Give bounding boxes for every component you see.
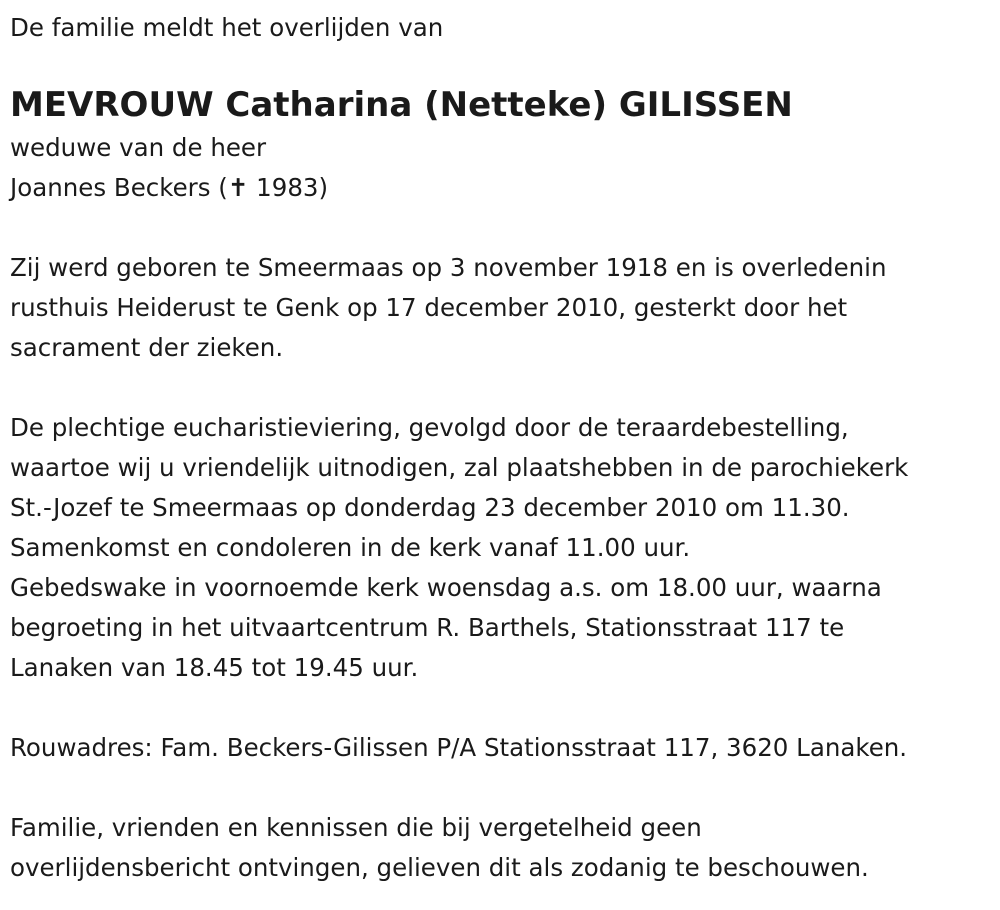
paragraph-line: St.-Jozef te Smeermaas op donderdag 23 december 2010 om 11.30.	[10, 493, 850, 522]
ceremony-paragraph	[10, 408, 985, 688]
spacer	[10, 208, 985, 248]
paragraph-line: Zij werd geboren te Smeermaas op 3 november 1918 en is overledenin	[10, 253, 887, 282]
spacer	[10, 768, 985, 808]
paragraph-line: Samenkomst en condoleren in de kerk vanaf 11.00 uur.	[10, 533, 691, 562]
mourning-address: Rouwadres: Fam. Beckers-Gilissen P/A Stationsstraat 117, 3620 Lanaken.	[10, 733, 908, 762]
paragraph-line: begroeting in het uitvaartcentrum R. Barthels, Stationsstraat 117 te	[10, 613, 845, 642]
closing-paragraph	[10, 808, 985, 888]
paragraph-line: overlijdensbericht ontvingen, gelieven dit als zodanig te beschouwen.	[10, 853, 869, 882]
widow-paragraph	[10, 128, 985, 208]
spacer	[10, 688, 985, 728]
paragraph-line: Gebedswake in voornoemde kerk woensdag a.s. om 18.00 uur, waarna	[10, 573, 882, 602]
paragraph-line: sacrament der zieken.	[10, 333, 284, 362]
spouse-line: Joannes Beckers (✝ 1983)	[10, 173, 329, 202]
paragraph-line: De plechtige eucharistieviering, gevolgd door de teraardebestelling,	[10, 413, 849, 442]
birth-death-paragraph	[10, 248, 985, 368]
spacer	[10, 368, 985, 408]
paragraph-line: waartoe wij u vriendelijk uitnodigen, zal plaatshebben in de parochiekerk	[10, 453, 909, 482]
intro-text: De familie meldt het overlijden van	[10, 13, 444, 42]
spacer	[10, 48, 985, 82]
paragraph-line: Familie, vrienden en kennissen die bij vergetelheid geen	[10, 813, 702, 842]
paragraph-line: rusthuis Heiderust te Genk op 17 december 2010, gesterkt door het	[10, 293, 848, 322]
paragraph-line: Lanaken van 18.45 tot 19.45 uur.	[10, 653, 419, 682]
widow-line: weduwe van de heer	[10, 133, 267, 162]
deceased-name: MEVROUW Catharina (Netteke) GILISSEN	[10, 85, 793, 125]
